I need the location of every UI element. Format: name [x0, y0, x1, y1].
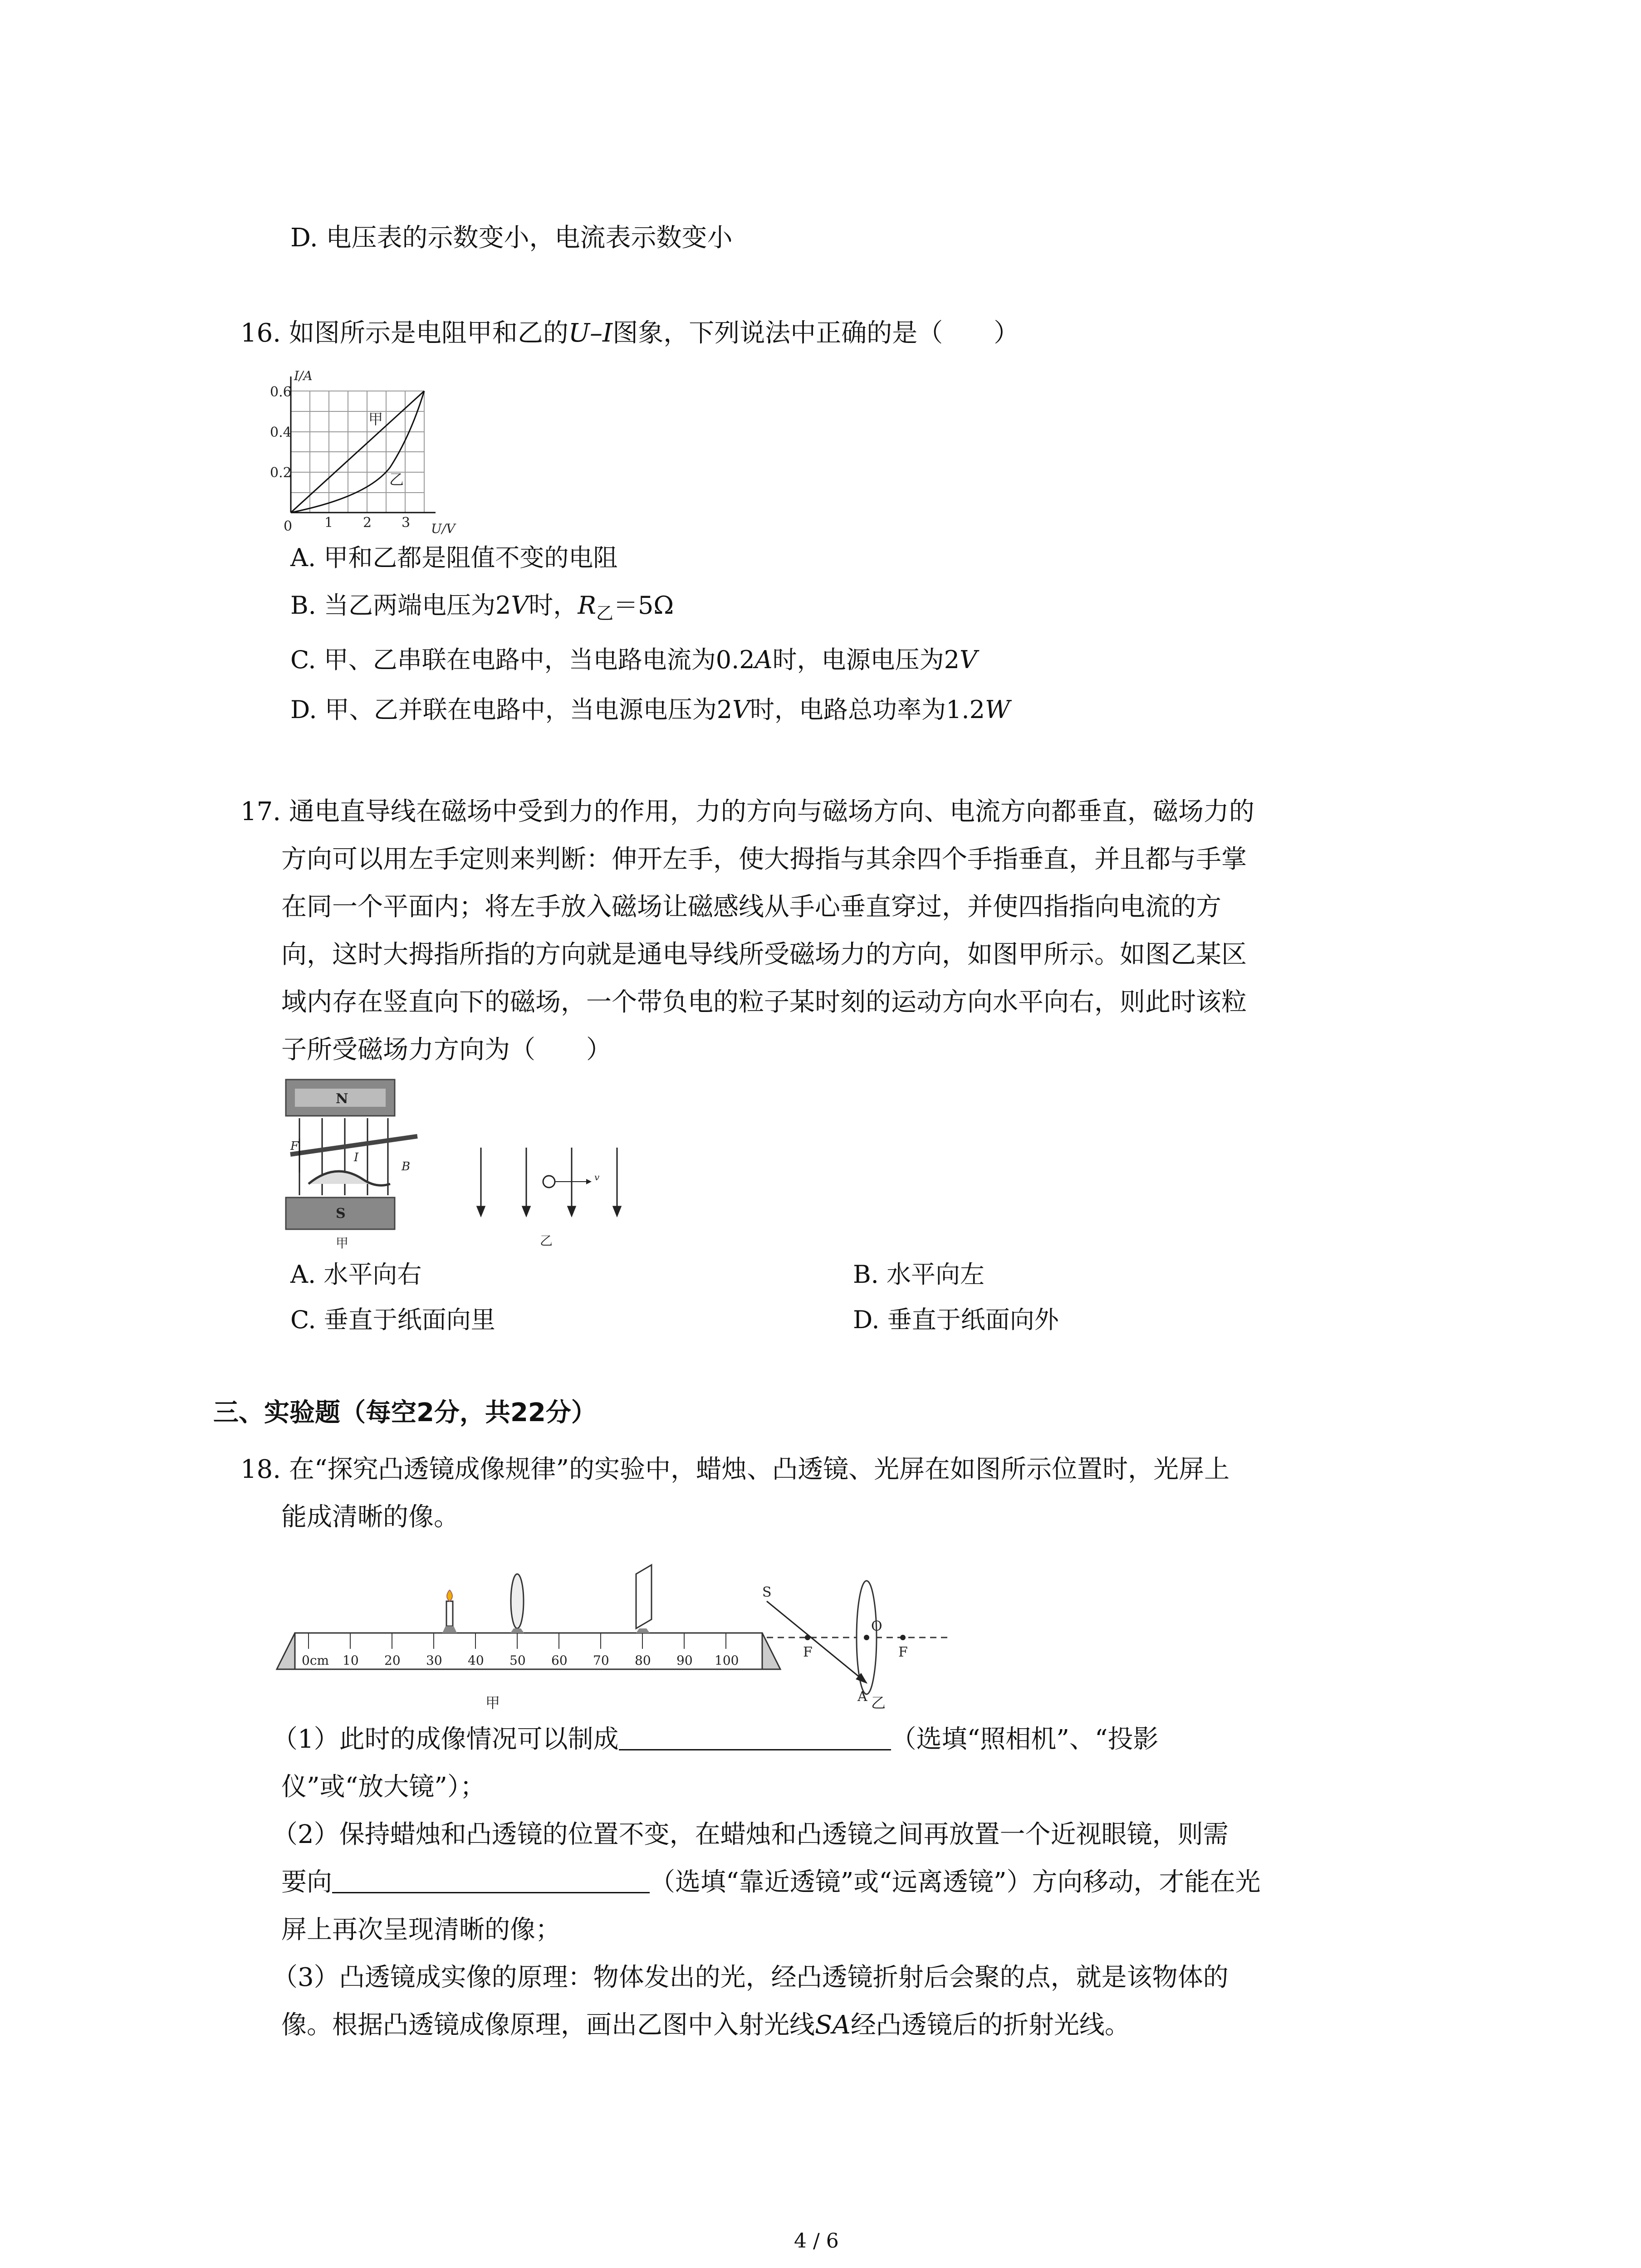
q17-line-3: 在同一个平面内；将左手放入磁场让磁感线从手心垂直穿过，并使四指指向电流的方	[281, 892, 1221, 922]
convex-lens	[511, 1574, 524, 1628]
caption-yi: 乙	[540, 1233, 553, 1248]
x-axis-label: U/V	[431, 521, 456, 536]
page-number: 4 / 6	[794, 2229, 839, 2253]
q18-part2-c: （选填“靠近透镜”或“远离透镜”）方向移动，才能在光	[650, 1867, 1261, 1897]
q16-c-a: A	[754, 645, 773, 674]
ruler-tick-10: 10	[343, 1653, 359, 1668]
q16-b-r: R	[578, 591, 597, 620]
label-f-right: F	[898, 1644, 908, 1660]
candle	[446, 1601, 453, 1626]
x-tick-1: 1	[324, 515, 333, 531]
label-s: S	[336, 1206, 346, 1222]
q16-option-a: A. 甲和乙都是阻值不变的电阻	[290, 543, 618, 572]
q18-part3-line1: （3）凸透镜成实像的原理：物体发出的光，经凸透镜折射后会聚的点，就是该物体的	[272, 1963, 1229, 1992]
ruler-tick-0: 0cm	[302, 1653, 329, 1668]
ruler-tick-80: 80	[635, 1653, 651, 1668]
label-f: F	[290, 1139, 299, 1153]
ruler-tick-50: 50	[509, 1653, 526, 1668]
label-jia: 甲	[368, 411, 383, 428]
q17-line-5: 域内存在竖直向下的磁场，一个带负电的粒子某时刻的运动方向水平向右，则此时该粒	[281, 987, 1247, 1017]
caption-yi: 乙	[871, 1694, 886, 1711]
q18-part2-line1: （2）保持蜡烛和凸透镜的位置不变，在蜡烛和凸透镜之间再放置一个近视眼镜，则需	[272, 1820, 1229, 1849]
label-f-left: F	[803, 1644, 813, 1660]
label-v: v	[594, 1172, 600, 1183]
q16-d-w: W	[985, 695, 1010, 724]
section-3-title: 三、实验题（每空2分，共22分）	[213, 1398, 597, 1427]
q18-line-1: 18. 在“探究凸透镜成像规律”的实验中，蜡烛、凸透镜、光屏在如图所示位置时，光屏上	[240, 1455, 1230, 1484]
label-s: S	[762, 1584, 772, 1600]
q18-part1-line1	[272, 1724, 1159, 1755]
q16-stem-post: 图象，下列说法中正确的是（ ）	[612, 318, 1019, 348]
caption-jia: 甲	[485, 1694, 500, 1711]
q17-option-d: D. 垂直于纸面向外	[853, 1305, 1059, 1334]
q17-line-1: 17. 通电直导线在磁场中受到力的作用，力的方向与磁场方向、电流方向都垂直，磁场力的	[240, 797, 1254, 826]
incident-ray-sa	[767, 1601, 867, 1683]
q18-part3-pre: 像。根据凸透镜成像原理，画出乙图中入射光线	[281, 2010, 815, 2040]
label-o: O	[871, 1618, 882, 1634]
light-screen	[636, 1565, 652, 1628]
y-tick-0-6: 0.6	[270, 384, 292, 400]
q17-line-6: 子所受磁场力方向为（ ）	[281, 1035, 612, 1065]
label-yi: 乙	[389, 471, 404, 488]
q16-b-mid: 时，	[529, 591, 578, 620]
left-hand	[309, 1171, 390, 1185]
ruler-tick-90: 90	[676, 1653, 693, 1668]
ruler-tick-70: 70	[593, 1653, 609, 1668]
q18-figure	[277, 1551, 985, 1719]
q18-blank-2[interactable]	[332, 1867, 650, 1893]
caption-jia: 甲	[336, 1236, 349, 1251]
q18-part3-sa: SA	[815, 2010, 851, 2040]
prev-option-d: D. 电压表的示数变小，电流表示数变小	[290, 223, 733, 253]
x-tick-2: 2	[363, 515, 372, 531]
ruler-tick-30: 30	[426, 1653, 442, 1668]
y-tick-0-2: 0.2	[270, 465, 292, 481]
q17-line-2: 方向可以用左手定则来判断：伸开左手，使大拇指与其余四个手指垂直，并且都与手掌	[281, 845, 1247, 874]
q16-b-v: V	[511, 591, 529, 620]
label-n: N	[336, 1091, 348, 1107]
q17-figure	[281, 1075, 644, 1256]
x-tick-3: 3	[402, 515, 411, 531]
q18-part3-line2	[281, 2009, 1130, 2041]
y-tick-0-4: 0.4	[270, 425, 292, 440]
q18-part2-b: 要向	[281, 1867, 332, 1897]
q16-stem-pre: 16. 如图所示是电阻甲和乙的	[240, 318, 568, 348]
q17-option-c: C. 垂直于纸面向里	[290, 1305, 495, 1334]
q18-part2-line3: 屏上再次呈现清晰的像；	[281, 1915, 561, 1945]
q18-part1-b: （选填“照相机”、“投影	[891, 1725, 1159, 1754]
q16-option-c	[290, 644, 977, 676]
particle	[543, 1176, 555, 1188]
q16-b-sub: 乙	[596, 603, 614, 623]
q16-c-v: V	[959, 645, 977, 674]
q16-c-pre: C. 甲、乙串联在电路中，当电路电流为0.2	[290, 645, 755, 674]
ruler-tick-40: 40	[468, 1653, 484, 1668]
label-b: B	[402, 1160, 411, 1173]
q16-c-mid: 时，电源电压为2	[772, 645, 960, 674]
q16-d-mid: 时，电路总功率为1.2	[750, 695, 985, 724]
label-i: I	[354, 1151, 359, 1164]
ruler-tick-60: 60	[551, 1653, 568, 1668]
q16-d-v: V	[732, 695, 750, 724]
q16-option-d	[290, 694, 1010, 726]
q18-line-2: 能成清晰的像。	[281, 1502, 459, 1532]
q16-d-pre: D. 甲、乙并联在电路中，当电源电压为2	[290, 695, 733, 724]
q17-line-4: 向，这时大拇指所指的方向就是通电导线所受磁场力的方向，如图甲所示。如图乙某区	[281, 940, 1247, 969]
q18-part1-line2: 仪”或“放大镜”）；	[281, 1772, 485, 1802]
q16-option-b	[290, 590, 674, 629]
q18-part1-a: （1）此时的成像情况可以制成	[272, 1725, 619, 1754]
ruler-tick-20: 20	[384, 1653, 401, 1668]
q16-b-post: ＝5Ω	[613, 591, 674, 620]
q16-ui-graph	[270, 363, 472, 540]
q17-option-b: B. 水平向左	[853, 1260, 985, 1289]
q18-blank-1[interactable]	[619, 1724, 891, 1750]
q16-stem	[240, 318, 1019, 349]
label-a: A	[857, 1689, 867, 1705]
q16-b-pre: B. 当乙两端电压为2	[290, 591, 511, 620]
y-axis-label: I/A	[294, 368, 313, 383]
q16-stem-ui: U–I	[568, 318, 613, 348]
ruler-tick-100: 100	[715, 1653, 739, 1668]
origin-label: 0	[284, 518, 293, 534]
q17-option-a: A. 水平向右	[290, 1260, 422, 1289]
q18-part3-post: 经凸透镜后的折射光线。	[850, 2010, 1130, 2040]
candle-flame	[447, 1590, 452, 1601]
q18-part2-line2	[281, 1867, 1261, 1898]
